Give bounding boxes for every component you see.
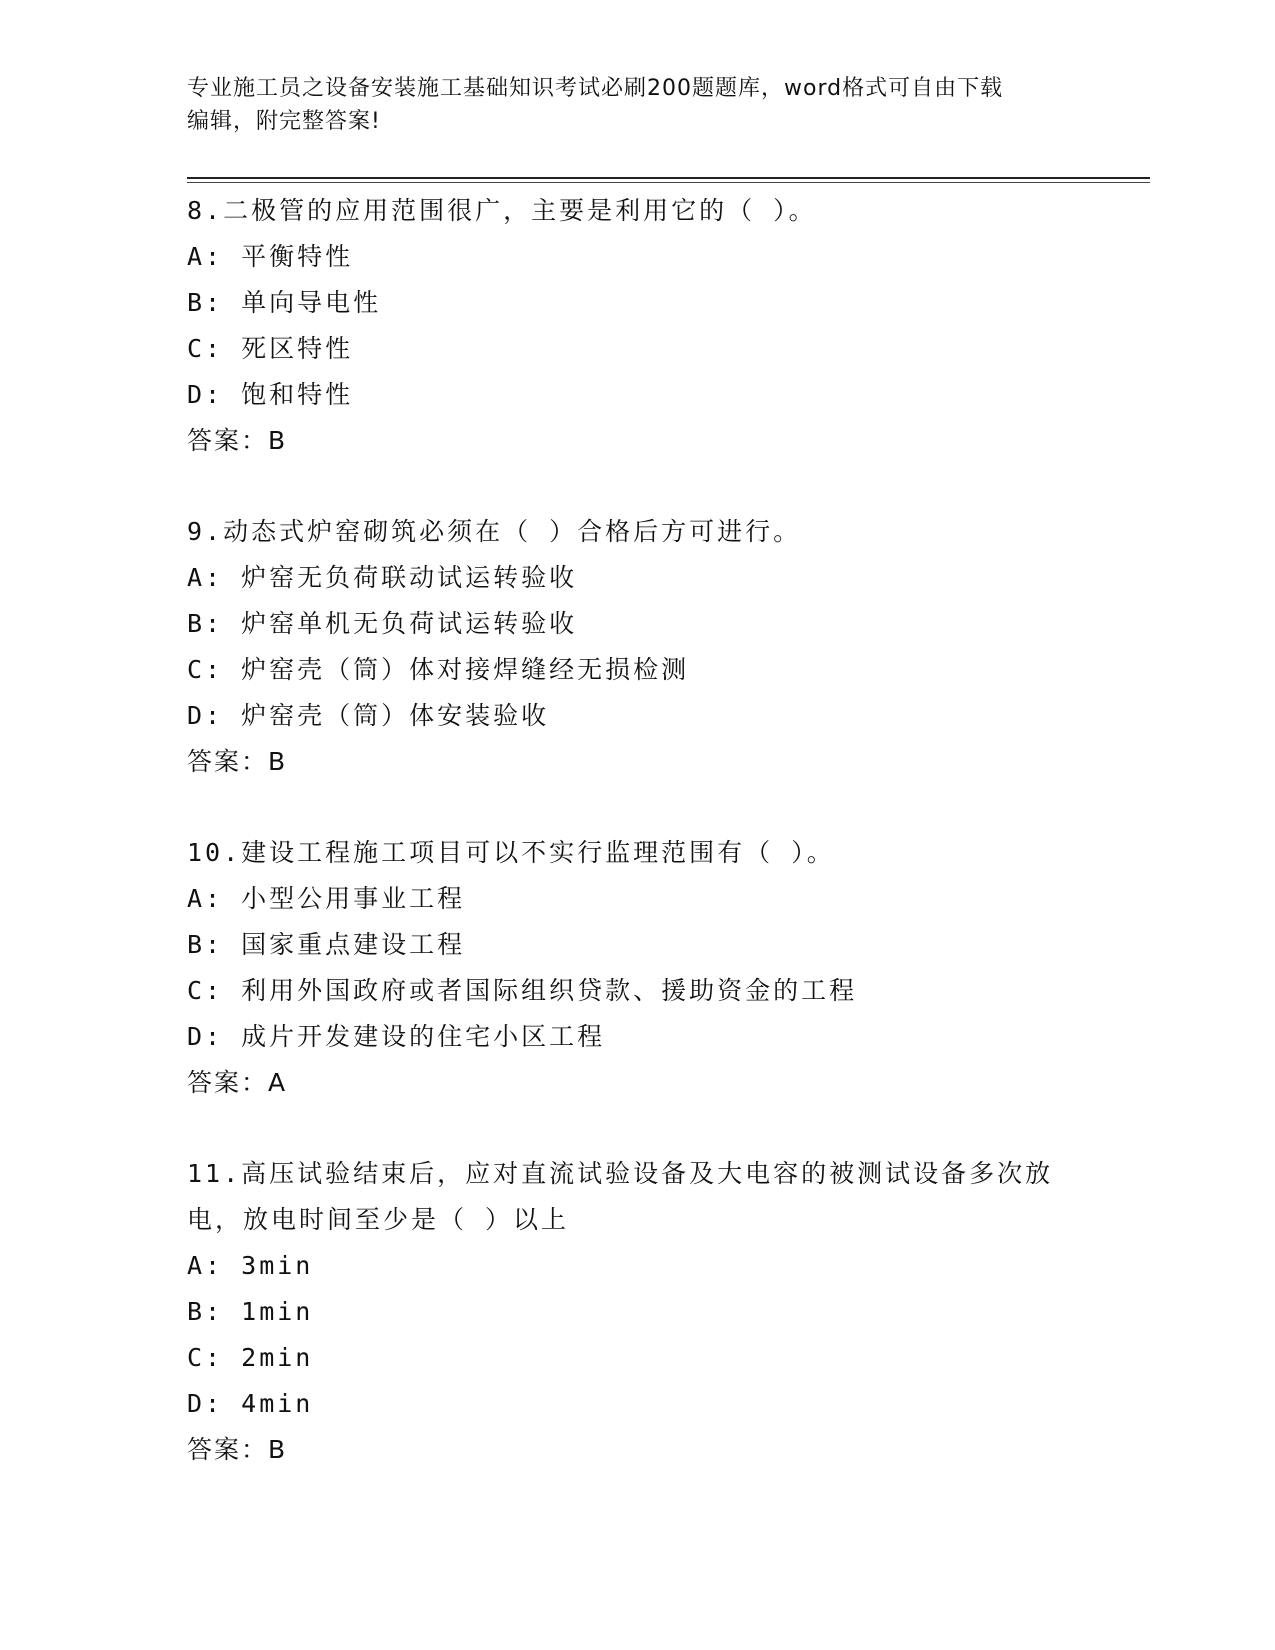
question-9 [187, 509, 1087, 785]
option-c: C: 利用外国政府或者国际组织贷款、援助资金的工程 [187, 976, 858, 1005]
option-c: C: 2min [187, 1343, 314, 1372]
option-a: A: 小型公用事业工程 [187, 884, 466, 913]
answer: 答案：B [187, 426, 288, 455]
document-header [187, 72, 1087, 138]
option-b: B: 炉窑单机无负荷试运转验收 [187, 609, 578, 638]
option-c: C: 炉窑壳（筒）体对接焊缝经无损检测 [187, 655, 690, 684]
question-stem: 11.高压试验结束后，应对直流试验设备及大电容的被测试设备多次放电，放电时间至少是（ ）以上 [187, 1159, 1054, 1234]
question-list [187, 188, 1087, 1518]
option-a: A: 3min [187, 1251, 314, 1280]
option-d: D: 炉窑壳（筒）体安装验收 [187, 701, 550, 730]
question-11 [187, 1151, 1087, 1473]
option-b: B: 单向导电性 [187, 288, 382, 317]
option-d: D: 饱和特性 [187, 380, 354, 409]
question-stem: 9.动态式炉窑砌筑必须在（ ）合格后方可进行。 [187, 517, 802, 546]
option-b: B: 国家重点建设工程 [187, 930, 466, 959]
header-line-2: 编辑，附完整答案! [187, 109, 381, 134]
question-stem: 8.二极管的应用范围很广，主要是利用它的（ ）。 [187, 196, 817, 225]
answer: 答案：B [187, 747, 288, 776]
header-line-1: 专业施工员之设备安装施工基础知识考试必刷200题题库，word格式可自由下载 [187, 76, 1004, 101]
answer: 答案：B [187, 1435, 288, 1464]
option-a: A: 平衡特性 [187, 242, 354, 271]
option-d: D: 4min [187, 1389, 314, 1418]
question-stem: 10.建设工程施工项目可以不实行监理范围有（ ）。 [187, 838, 835, 867]
option-d: D: 成片开发建设的住宅小区工程 [187, 1022, 606, 1051]
question-8 [187, 188, 1087, 464]
question-10 [187, 830, 1087, 1106]
option-c: C: 死区特性 [187, 334, 354, 363]
option-a: A: 炉窑无负荷联动试运转验收 [187, 563, 578, 592]
header-divider-thin [187, 182, 1150, 183]
option-b: B: 1min [187, 1297, 314, 1326]
header-divider-thick [187, 177, 1150, 179]
answer: 答案：A [187, 1068, 288, 1097]
